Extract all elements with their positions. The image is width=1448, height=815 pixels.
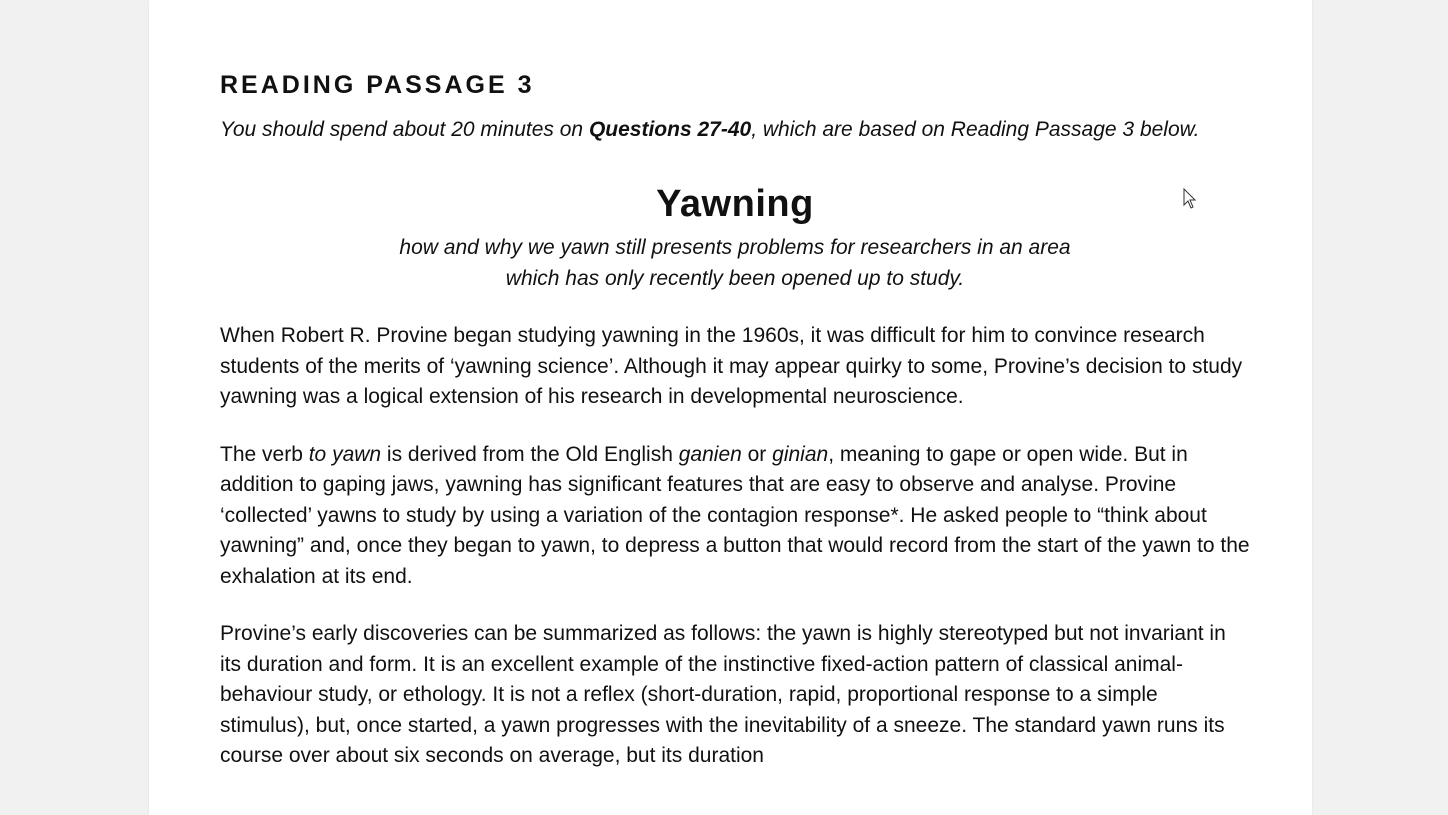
p2-italic-to-yawn: to yawn (308, 442, 382, 466)
document-content (220, 66, 1250, 772)
instruction-questions: Questions 27-40 (588, 118, 752, 141)
paragraph-2 (220, 440, 1250, 593)
p2-text-3: or (741, 442, 773, 466)
paragraph-3: Provine’s early discoveries can be summarized as follows: the yawn is highly stereotyped but not invariant in its duration and form. It is an excellent example of the instinctive fixed-action pattern of classical animal-behaviour study, or ethology. It is not a reflex (short-duration, rapid, proportional response to a simple stimulus), but, once started, a yawn progresses with the inevitability of a sneeze. The standard yawn runs its course over about six seconds on average, but its duration (220, 622, 1226, 767)
section-title: READING PASSAGE 3 (220, 71, 535, 99)
p2-italic-ganien: ganien (678, 442, 742, 466)
p2-text-1: The verb (220, 442, 309, 466)
subtitle-line-1: how and why we yawn still presents problems for researchers in an area (399, 236, 1071, 259)
mouse-pointer-icon (1183, 188, 1197, 210)
p2-italic-ginian: ginian (772, 442, 829, 466)
instruction-text (220, 114, 1250, 145)
p2-text-4: , meaning to gape or open wide. But in addition to gaping jaws, yawning has significant features that are easy to observe and analyse. Provine ‘collected’ yawns to study by using a variation of the contagion response*. He asked people to “think about yawning” and, once they began to yawn, to depress a button that would record from the start of the yawn to the exhalation at its end. (220, 442, 1250, 588)
subtitle-line-2: which has only recently been opened up to study. (505, 267, 965, 290)
passage-subtitle (220, 232, 1250, 294)
p2-text-2: is derived from the Old English (381, 442, 679, 466)
document-page (149, 0, 1312, 815)
passage-title: Yawning (656, 183, 814, 225)
instruction-prefix: You should spend about 20 minutes on (220, 118, 589, 141)
instruction-suffix: , which are based on Reading Passage 3 below. (751, 118, 1200, 141)
paragraph-1: When Robert R. Provine began studying yawning in the 1960s, it was difficult for him to convince research students of the merits of ‘yawning science’. Although it may appear quirky to some, Provine’s decision to study yawning was a logical extension of his research in developmental neuroscience. (220, 324, 1243, 408)
